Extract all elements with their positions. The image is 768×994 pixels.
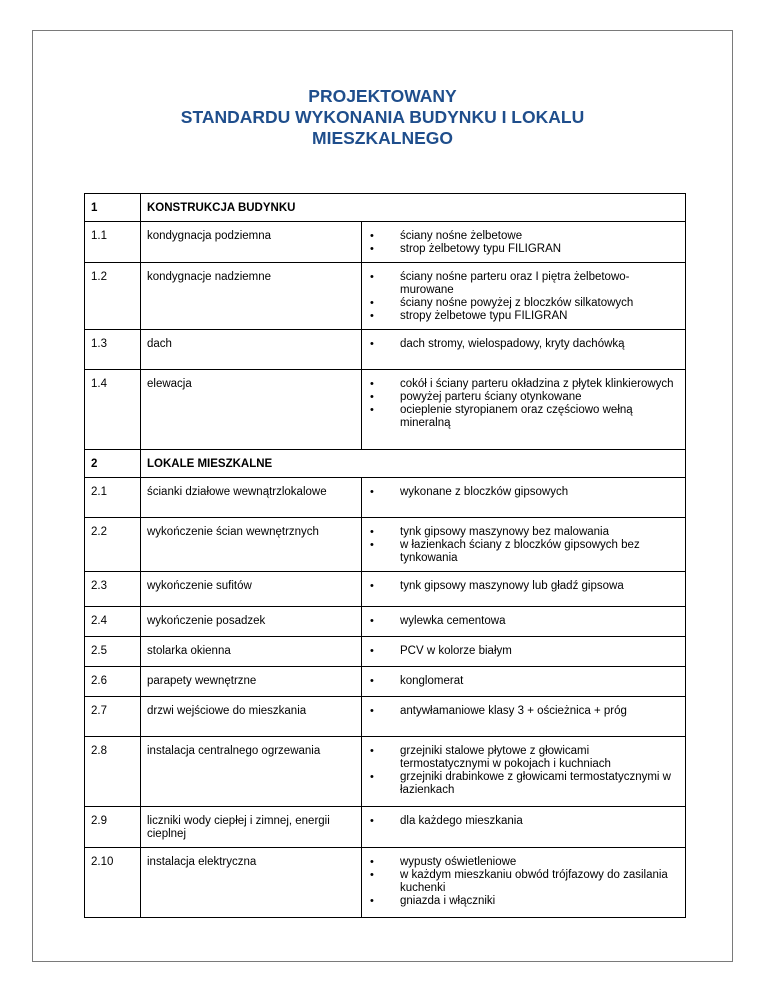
table-row <box>85 848 686 918</box>
row-number: 2.6 <box>85 667 141 697</box>
section-row <box>85 450 686 478</box>
section-heading: KONSTRUKCJA BUDYNKU <box>141 194 686 222</box>
row-number: 2.2 <box>85 518 141 572</box>
bullet-list <box>368 745 679 797</box>
row-details <box>362 263 686 330</box>
list-item: • ściany nośne powyżej z bloczków silkatowych <box>368 297 679 310</box>
row-details <box>362 737 686 807</box>
list-item: • grzejniki stalowe płytowe z głowicami termostatycznymi w pokojach i kuchniach <box>368 745 679 771</box>
bullet-list <box>368 675 679 688</box>
row-details <box>362 222 686 263</box>
row-label: wykończenie ścian wewnętrznych <box>141 518 362 572</box>
table-row <box>85 370 686 450</box>
bullet-list <box>368 338 679 351</box>
list-item: • w każdym mieszkaniu obwód trójfazowy do zasilania kuchenki <box>368 869 679 895</box>
row-number: 1.1 <box>85 222 141 263</box>
row-details <box>362 807 686 848</box>
list-item: • ściany nośne parteru oraz I piętra żelbetowo-murowane <box>368 271 679 297</box>
list-item: • ocieplenie styropianem oraz częściowo wełną mineralną <box>368 404 679 430</box>
row-number: 1.3 <box>85 330 141 370</box>
row-details <box>362 370 686 450</box>
list-item: • wypusty oświetleniowe <box>368 856 679 869</box>
list-item: • konglomerat <box>368 675 679 688</box>
bullet-list <box>368 705 679 718</box>
bullet-list <box>368 378 679 430</box>
list-item: • antywłamaniowe klasy 3 + ościeżnica + próg <box>368 705 679 718</box>
row-label: elewacja <box>141 370 362 450</box>
row-number: 2.9 <box>85 807 141 848</box>
section-row <box>85 194 686 222</box>
row-label: instalacja centralnego ogrzewania <box>141 737 362 807</box>
row-label: wykończenie sufitów <box>141 572 362 607</box>
row-details <box>362 478 686 518</box>
row-label: wykończenie posadzek <box>141 607 362 637</box>
table-row <box>85 607 686 637</box>
row-number: 1.4 <box>85 370 141 450</box>
table-row <box>85 263 686 330</box>
list-item: • stropy żelbetowe typu FILIGRAN <box>368 310 679 323</box>
bullet-list <box>368 815 679 828</box>
list-item: • strop żelbetowy typu FILIGRAN <box>368 243 679 256</box>
bullet-list <box>368 486 679 499</box>
row-number: 2.1 <box>85 478 141 518</box>
list-item: • ściany nośne żelbetowe <box>368 230 679 243</box>
row-label: kondygnacja podziemna <box>141 222 362 263</box>
row-label: kondygnacje nadziemne <box>141 263 362 330</box>
list-item: • tynk gipsowy maszynowy bez malowania <box>368 526 679 539</box>
section-number: 1 <box>85 194 141 222</box>
row-number: 1.2 <box>85 263 141 330</box>
list-item: • powyżej parteru ściany otynkowane <box>368 391 679 404</box>
row-number: 2.4 <box>85 607 141 637</box>
row-number: 2.8 <box>85 737 141 807</box>
list-item: • dla każdego mieszkania <box>368 815 679 828</box>
bullet-list <box>368 615 679 628</box>
table-row <box>85 637 686 667</box>
document-title <box>32 86 733 149</box>
table-row <box>85 697 686 737</box>
row-details <box>362 607 686 637</box>
bullet-list <box>368 580 679 593</box>
row-number: 2.5 <box>85 637 141 667</box>
row-details <box>362 330 686 370</box>
standard-table <box>84 193 686 918</box>
row-label: liczniki wody ciepłej i zimnej, energii cieplnej <box>141 807 362 848</box>
row-label: drzwi wejściowe do mieszkania <box>141 697 362 737</box>
bullet-list <box>368 856 679 908</box>
row-details <box>362 518 686 572</box>
list-item: • wylewka cementowa <box>368 615 679 628</box>
row-label: dach <box>141 330 362 370</box>
list-item: • PCV w kolorze białym <box>368 645 679 658</box>
list-item: • grzejniki drabinkowe z głowicami termostatycznymi w łazienkach <box>368 771 679 797</box>
table-row <box>85 518 686 572</box>
bullet-list <box>368 271 679 323</box>
list-item: • dach stromy, wielospadowy, kryty dachówką <box>368 338 679 351</box>
row-number: 2.10 <box>85 848 141 918</box>
section-heading: LOKALE MIESZKALNE <box>141 450 686 478</box>
row-label: parapety wewnętrzne <box>141 667 362 697</box>
title-line-3: MIESZKALNEGO <box>312 128 453 148</box>
row-details <box>362 572 686 607</box>
table-row <box>85 737 686 807</box>
row-label: ścianki działowe wewnątrzlokalowe <box>141 478 362 518</box>
title-line-1: PROJEKTOWANY <box>308 86 457 106</box>
row-details <box>362 637 686 667</box>
row-number: 2.7 <box>85 697 141 737</box>
row-details <box>362 848 686 918</box>
row-label: stolarka okienna <box>141 637 362 667</box>
row-number: 2.3 <box>85 572 141 607</box>
row-details <box>362 667 686 697</box>
title-line-2: STANDARDU WYKONANIA BUDYNKU I LOKALU <box>180 107 585 127</box>
list-item: • w łazienkach ściany z bloczków gipsowych bez tynkowania <box>368 539 679 565</box>
row-label: instalacja elektryczna <box>141 848 362 918</box>
bullet-list <box>368 230 679 256</box>
table-row <box>85 478 686 518</box>
section-number: 2 <box>85 450 141 478</box>
bullet-list <box>368 526 679 565</box>
table-row <box>85 330 686 370</box>
table-row <box>85 222 686 263</box>
list-item: • cokół i ściany parteru okładzina z płytek klinkierowych <box>368 378 679 391</box>
table-row <box>85 667 686 697</box>
table-row <box>85 807 686 848</box>
row-details <box>362 697 686 737</box>
list-item: • wykonane z bloczków gipsowych <box>368 486 679 499</box>
list-item: • tynk gipsowy maszynowy lub gładź gipsowa <box>368 580 679 593</box>
table-row <box>85 572 686 607</box>
list-item: • gniazda i włączniki <box>368 895 679 908</box>
bullet-list <box>368 645 679 658</box>
